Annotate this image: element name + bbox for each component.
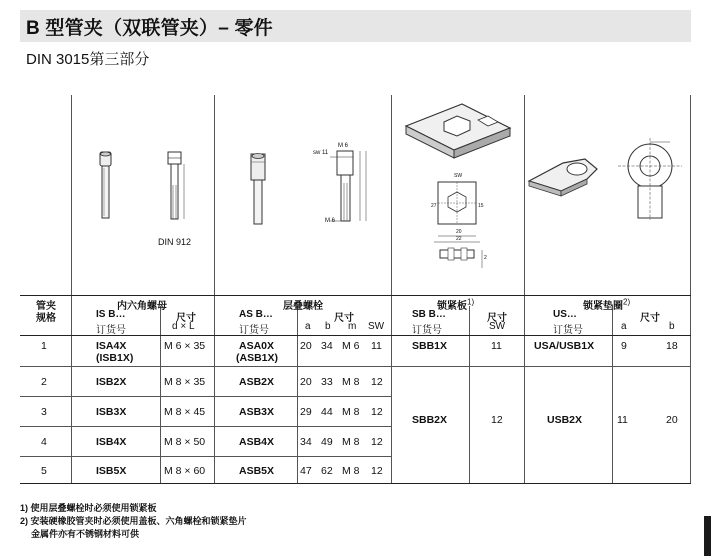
row3-m: M 8	[342, 406, 360, 418]
row3-a: 29	[300, 406, 312, 418]
row-line	[20, 456, 391, 457]
row1-sb-sw: 11	[491, 340, 502, 352]
m6-top-label: M 6	[338, 143, 349, 149]
hex-socket-bolt-section-drawing	[160, 150, 190, 225]
header-a: a	[305, 321, 311, 332]
row2-5-us-b: 20	[666, 414, 678, 426]
row2-sw: 12	[371, 376, 383, 388]
footnote-ref-2: 2)	[623, 297, 631, 307]
header-dim-3: 尺寸	[487, 313, 507, 324]
header-lock-plate: 锁紧板$^{1)}$	[437, 297, 475, 312]
row2-is-order: ISB2X	[96, 376, 127, 388]
header-wa: a	[621, 321, 627, 332]
header-order-2: 订货号	[239, 325, 269, 336]
col-divider	[391, 95, 392, 483]
row1-is-order2: (ISB1X)	[96, 352, 134, 364]
row2-5-sb-order: SBB2X	[412, 414, 448, 426]
row2-5-us-order: USB2X	[547, 414, 583, 426]
row3-size: 3	[41, 406, 47, 418]
row1-sb-order: SBB1X	[412, 340, 448, 352]
header-stack-bolt: 层叠螺栓	[283, 301, 323, 312]
header-lock-washer: 锁紧垫圈$^{2)}$	[583, 297, 631, 312]
row2-5-sb-sw: 12	[491, 414, 503, 426]
row1-m: M 6	[342, 340, 360, 352]
row1-us-order: USA/USB1X	[534, 340, 595, 352]
header-order-4: 订货号	[553, 325, 583, 336]
stack-bolt-section-drawing	[310, 143, 380, 233]
col-divider	[214, 95, 215, 483]
header-hex-bolt: 内六角螺母	[117, 301, 167, 312]
row1-dxl: M 6 × 35	[164, 340, 206, 352]
sw-dim-label: SW	[454, 173, 463, 179]
row3-sw: 12	[371, 406, 383, 418]
row3-as-order: ASB3X	[239, 406, 275, 418]
header-order-1: 订货号	[96, 325, 126, 336]
row5-dxl: M 8 × 60	[164, 465, 206, 477]
header-dxl: d × L	[172, 321, 195, 332]
d27-label: 27	[431, 203, 437, 209]
row2-as-order: ASB2X	[239, 376, 275, 388]
row1-us-b: 18	[666, 340, 678, 352]
row2-m: M 8	[342, 376, 360, 388]
din912-caption: DIN 912	[158, 237, 192, 247]
header-size-2: 规格	[36, 313, 56, 324]
sw11-label: sw 11	[313, 150, 329, 156]
header-b: b	[325, 321, 331, 332]
footnote-3: 金属件亦有不锈钢材料可供	[31, 529, 140, 539]
row-line	[20, 396, 391, 397]
col-divider	[71, 95, 72, 483]
row4-as-order: ASB4X	[239, 436, 275, 448]
row5-a: 47	[300, 465, 312, 477]
row1-as-order2: (ASB1X)	[236, 352, 279, 364]
header-is-prefix: IS B…	[96, 309, 126, 320]
header-order-3: 订货号	[412, 325, 442, 336]
page-title: B 型管夹（双联管夹）– 零件	[26, 18, 273, 39]
row1-b: 34	[321, 340, 333, 352]
row4-sw: 12	[371, 436, 383, 448]
row1-a: 20	[300, 340, 312, 352]
header-us-prefix: US…	[553, 309, 577, 320]
m6-bottom-label: M 6	[325, 218, 336, 224]
header-dim-2: 尺寸	[334, 313, 354, 324]
row3-is-order: ISB3X	[96, 406, 127, 418]
row5-sw: 12	[371, 465, 383, 477]
row4-b: 49	[321, 436, 333, 448]
d2-label: 2	[484, 255, 487, 261]
header-sw: SW	[368, 321, 385, 332]
row3-b: 44	[321, 406, 333, 418]
hex-socket-bolt-drawing	[96, 150, 116, 222]
row3-dxl: M 8 × 45	[164, 406, 206, 418]
header-wb: b	[669, 321, 675, 332]
row1-as-order: ASA0X	[239, 340, 275, 352]
lock-plate-dim-drawing	[430, 170, 490, 270]
sub-divider	[612, 306, 613, 483]
header-dim-4: 尺寸	[640, 313, 660, 324]
col-divider	[524, 95, 525, 483]
row4-a: 34	[300, 436, 312, 448]
col-divider	[690, 95, 691, 483]
header-dim-1: 尺寸	[176, 313, 196, 324]
row5-as-order: ASB5X	[239, 465, 275, 477]
d20-label: 20	[456, 229, 462, 235]
row5-is-order: ISB5X	[96, 465, 127, 477]
page-subtitle: DIN 3015第三部分	[26, 51, 150, 68]
row2-5-us-a: 11	[617, 414, 628, 426]
row2-b: 33	[321, 376, 333, 388]
footnote-2: 2) 安装硬橡胶管夹时必须使用盖板、六角螺栓和锁紧垫片	[20, 516, 247, 526]
lock-washer-3d-drawing	[527, 155, 599, 197]
header-size-1: 管夹	[36, 301, 56, 312]
row-line	[20, 426, 391, 427]
footnote-1: 1) 使用层叠螺栓时必须使用锁紧板	[20, 503, 157, 513]
lock-washer-dim-drawing	[610, 130, 690, 222]
row4-dxl: M 8 × 50	[164, 436, 206, 448]
d22-label: 22	[456, 236, 462, 242]
row4-size: 4	[41, 436, 47, 448]
header-top-line	[20, 295, 691, 296]
table-bottom-line	[20, 483, 691, 484]
row2-a: 20	[300, 376, 312, 388]
row1-us-a: 9	[621, 340, 627, 352]
row2-size: 2	[41, 376, 47, 388]
header-as-prefix: AS B…	[239, 309, 273, 320]
row1-sw: 11	[371, 340, 382, 352]
sub-divider	[469, 306, 470, 483]
row5-size: 5	[41, 465, 47, 477]
row5-m: M 8	[342, 465, 360, 477]
footnote-ref-1: 1)	[467, 297, 475, 307]
row1-size: 1	[41, 340, 47, 352]
row2-dxl: M 8 × 35	[164, 376, 206, 388]
row-line	[20, 366, 691, 367]
header-sb-prefix: SB B…	[412, 309, 446, 320]
row4-m: M 8	[342, 436, 360, 448]
row1-is-order: ISA4X	[96, 340, 127, 352]
header-sw-3: SW	[489, 321, 506, 332]
row4-is-order: ISB4X	[96, 436, 127, 448]
header-m: m	[348, 321, 357, 332]
stack-bolt-drawing	[245, 150, 271, 228]
page-edge-tab	[704, 516, 711, 556]
lock-plate-3d-drawing	[402, 100, 514, 168]
d15-label: 15	[478, 203, 484, 209]
row5-b: 62	[321, 465, 333, 477]
